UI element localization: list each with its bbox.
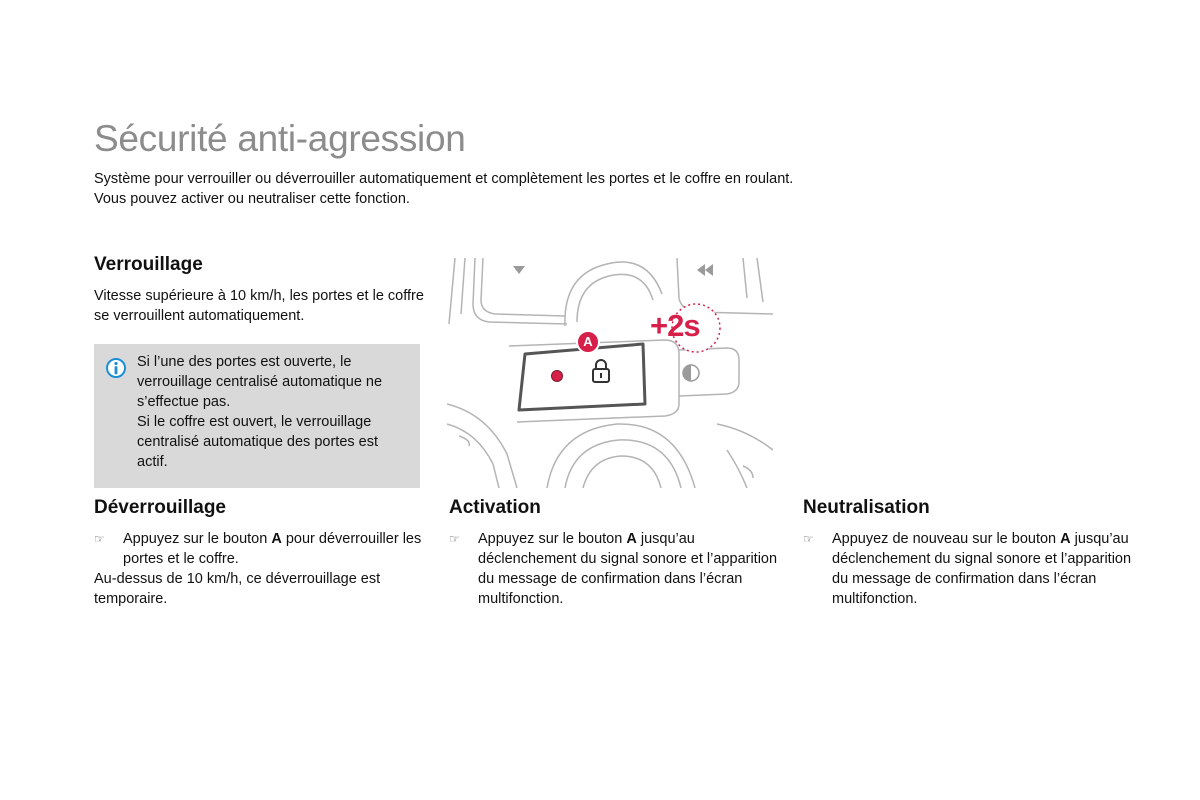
verrouillage-heading: Verrouillage — [94, 254, 203, 275]
intro — [94, 169, 994, 209]
activation-heading: Activation — [449, 497, 541, 518]
intro-line-1: Système pour verrouiller ou déverrouiller automatiquement et complètement les portes et le coffre en roulant. — [94, 171, 794, 187]
deverrouillage-bullet: ☞ Appuyez sur le bouton A pour déverrouiller les portes et le coffre. — [94, 531, 422, 567]
info-box — [94, 344, 420, 488]
bullet-hand-icon: ☞ — [803, 532, 814, 546]
button-a-label: A — [583, 334, 593, 349]
section-deverrouillage — [94, 497, 424, 609]
section-neutralisation — [803, 497, 1133, 609]
intro-line-2: Vous pouvez activer ou neutraliser cette fonction. — [94, 191, 410, 207]
info-icon — [106, 358, 126, 378]
dashboard-drawing — [447, 254, 773, 488]
neutralisation-heading: Neutralisation — [803, 497, 930, 518]
section-verrouillage — [94, 254, 424, 326]
info-line-2: Si le coffre est ouvert, le verrouillage centralisé automatique des portes est actif. — [137, 414, 378, 470]
info-line-1: Si l’une des portes est ouverte, le verrouillage centralisé automatique ne s’effectue pas. — [137, 354, 383, 410]
activation-bullet: ☞ Appuyez sur le bouton A jusqu’au déclenchement du signal sonore et l’apparition du message de confirmation dans l’écran multifonction. — [449, 531, 778, 607]
bullet-hand-icon: ☞ — [449, 532, 460, 546]
deverrouillage-note: Au-dessus de 10 km/h, ce déverrouillage est temporaire. — [94, 571, 381, 607]
section-activation — [449, 497, 779, 609]
neutralisation-bullet: ☞ Appuyez de nouveau sur le bouton A jusqu’au déclenchement du signal sonore et l’apparition du message de confirmation dans l’écran multifonction. — [803, 531, 1132, 607]
verrouillage-text: Vitesse supérieure à 10 km/h, les portes et le coffre se verrouillent automatiquement. — [94, 288, 424, 324]
bullet-hand-icon: ☞ — [94, 532, 105, 546]
timer-badge: +2s — [650, 308, 700, 343]
dashboard-illustration — [447, 254, 773, 488]
deverrouillage-heading: Déverrouillage — [94, 497, 226, 518]
page-title: Sécurité anti-agression — [94, 118, 466, 159]
